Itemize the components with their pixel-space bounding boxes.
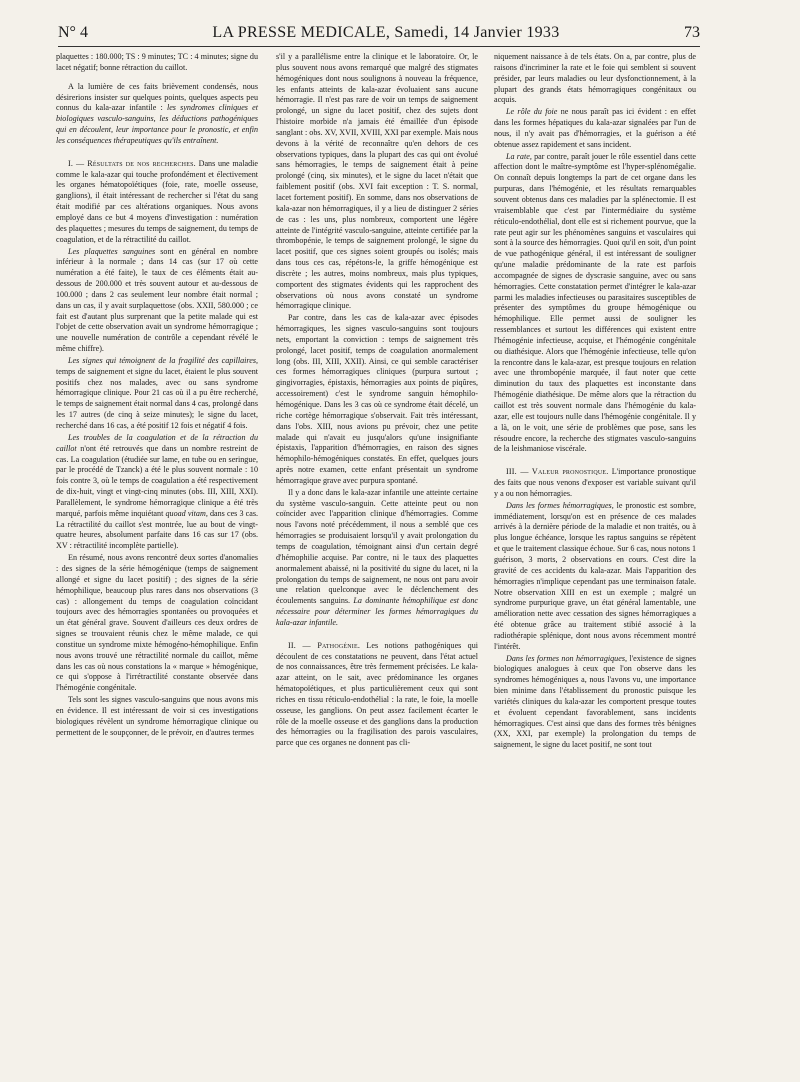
paragraph: Par contre, dans les cas de kala-azar avec épisodes hémorragiques, les signes vasculo-sanguins sont toujours nets, emportant la conviction : temps de saignement très prolongé, lacet positif, temps de coagulation anormalement long (obs. III, XIII, XXII). Ainsi, ce qui semble caractériser ces formes hémorragiques cliniques (purpura surtout ; gingivorragies, épistaxis, hémorragies aux points de piqûres, accessoirement) c'est le syndrome sanguin hémophilo-hémogénique. Dans les 3 cas où ce syndrome était décelé, un riche cortège hémorragique s'observait. Fait très intéressant, dans l'obs. XIII, nous avions pu prévoir, chez une petite malade qui n'avait eu jusqu'alors qu'une insignifiante épistaxis, l'apparition d'hémorragies, en raison des signes hémophilo-hémogéniques constatés. En effet, quelques jours après notre examen, cette enfant présentait un syndrome hémorragique grave avec purpura spontané. (276, 313, 478, 485)
paragraph: Il y a donc dans le kala-azar infantile une atteinte certaine du système vasculo-sanguin. Cette atteinte peut ou non coïncider avec l'apparition clinique d'hémorragies. Comme nous l'avons noté précédemment, il nous a semblé que ces hémorragies se produisaient lorsqu'il y avait prolongation du temps de coagulation, témoignant ainsi d'un certain degré d'hémophilie acquise. Par contre, ni le taux des plaquettes anormalement abaissé, ni la positivité du signe du lacet, ni la prolongation du temps de saignement, ne nous ont paru avoir une relation quelconque avec le déclenchement des écoulements sanguins. La dominante hémophilique est donc nécessaire pour déterminer les formes hémorragiques du kala-azar infantile. (276, 487, 478, 627)
issue-number: N° 4 (58, 24, 88, 41)
paragraph: En résumé, nous avons rencontré deux sortes d'anomalies : des signes de la série hémogénique (temps de saignement allongé et signe du lacet positif) ; des signes de la série hémophilique, beaucoup plus rares dans nos observations (3 cas) : allongement du temps de coagulation coïncidant toujours avec des hémorragies spontanées ou provoquées et un état général grave. Souvent d'ailleurs ces deux ordres de signes se trouvaient réunis chez le même malade, ce qui constitue un syndrome mixte hémogéno-hémophilique. Enfin nous avons trouvé une rétractilité normale du caillot, même dans les cas où nous constations la « marque » hémogénique, ce qui s'oppose à l'irrétractilité constante observée dans l'hémogénie congénitale. (56, 553, 258, 693)
paragraph: niquement naissance à de tels états. On a, par contre, plus de raisons d'incriminer la rate et le foie qui semblent si souvent présider, par leurs maladies ou leur dysfonctionnement, à la plupart des grands états hémorragiques congénitaux ou acquis. (494, 52, 696, 105)
section-heading-pronostic: III. — Valeur pronostique. L'importance pronostique des faits que nous venons d'exposer est variable suivant qu'il y a ou non hémorragies. (494, 467, 696, 498)
paragraph: Les troubles de la coagulation et de la rétraction du caillot n'ont été retrouvés que dans un nombre restreint de cas. La coagulation (étudiée sur lame, en tube ou en seringue, par le procédé de Tzanck) a été le plus souvent normale : 10 fois contre 3, où le temps de coagulation a été respectivement de dix-huit, vingt et vingt-cinq minutes (obs. III, XIII, XXI). Parallèlement, le syndrome hémorragique clinique a été très marqué, parfois même inquiétant quoad vitam, dans ces 3 cas. La rétractilité du caillot s'est montrée, lue au bout de vingt-quatre heures, absolument parfaite dans 16 cas sur 17 (obs. XV : rétractilité incomplète partielle). (56, 432, 258, 551)
paragraph: Dans les formes non hémorragiques, l'existence de signes biologiques analogues à ceux que l'on observe dans les syndromes hémogéniques a, nous l'avons vu, une importance bien minime dans l'établissement du pronostic puisque les variétés cliniques du kala-azar les comportent presque toutes et évoluent cependant favorablement, sans incidents hémorragiques. C'est ainsi que dans des formes très bénignes (XX, XXI, par exemple) la prolongation du temps de saignement, le signe du lacet positif, ne sont tout (494, 653, 696, 750)
paragraph: Le rôle du foie ne nous paraît pas ici évident : en effet dans les formes hépatiques du kala-azar signalées par l'un de nous, il n'y avait pas d'hémorragies, et la guérison a été obtenue assez rapidement et sans incident. (494, 107, 697, 149)
paragraph: plaquettes : 180.000; TS : 9 minutes; TC : 4 minutes; signe du lacet négatif; bonne rétraction du caillot. (56, 52, 258, 72)
journal-title: LA PRESSE MEDICALE, Samedi, 14 Janvier 1933 (212, 24, 560, 41)
paragraph: Tels sont les signes vasculo-sanguins que nous avons mis en évidence. Il est intéressant de voir si ces investigations biologiques révèlent un syndrome hémorragique clinique ou permettent de le soupçonner, de le prévoir, en d'autres termes (56, 695, 258, 737)
section-heading-pathogenie: II. — Pathogénie. Les notions pathogéniques qui découlent de ces constatations ne peuvent, dans l'état actuel de nos connaissances, être très fermement précisées. Le kala-azar atteint, on le sait, avec prédominance les organes hématopoïétiques, et plus particulièrement ceux qui sont riches en tissu réticulo-endothélial : la rate, le foie, la moelle osseuse, les ganglions. On peut assez facilement écarter le rôle de la moelle osseuse et des ganglions dans la production des hémorragies ou la fragilisation des parois vasculaires, parce que ces organes ne donnent pas cli- (276, 640, 478, 748)
paragraph: s'il y a parallélisme entre la clinique et le laboratoire. Or, le plus souvent nous avons remarqué que malgré des stigmates hémogéniques dont nous soulignons à nouveau la fréquence, les enfants atteints de kala-azar évoluaient sans aucune hémorragie. Il n'est pas rare de voir un temps de saignement prolongé, un signe du lacet positif, chez des sujets dont l'histoire morbide n'a jamais été émaillée d'un épisode sanglant : obs. XV, XVII, XVIII, XXI par exemple. Mais nous devons à la vérité de reconnaître qu'en dehors de ces observations typiques, dans la plupart des cas qui ont évolué sans hémorragies, le temps de saignement était à peine prolongé (cinq, six minutes), et le signe du lacet n'était que faiblement positif (obs. XVI fait exception : T. S. normal, lacet fortement positif). En somme, dans nos observations de kala-azar non hémorragiques, il y a lieu de distinguer 2 séries de cas : les uns, plus nombreux, comportent une légère atteinte de l'intégrité vasculo-sanguine, atteinte certifiée par la thrombopénie, le temps de saignement prolongé, le signe du lacet positif, que ces signes soient groupés ou isolés; mais dans tous ces cas, répétons-le, la griffe hémogénique est discrète ; les autres, moins nombreux, mais plus typiques, comportent des stigmates évidents qui les rapprochent des observations où nous avons constaté un syndrome hémorragique clinique. (276, 52, 478, 311)
paragraph: Les signes qui témoignent de la fragilité des capillaires, temps de saignement et signe du lacet, étaient le plus souvent positifs chez nos malades, avec ou sans syndrome hémorragique clinique. Pour 21 cas où il a pu être recherché, le temps de saignement était normal dans 4 cas, prolongé dans les 17 autres (de cinq à seize minutes); le signe du lacet, recherché dans 16 cas, a été positif 12 fois et négatif 4 fois. (56, 355, 258, 430)
text-column-1 (56, 52, 258, 739)
page-number: 73 (683, 24, 700, 41)
paragraph: A la lumière de ces faits brièvement condensés, nous désirerions insister sur quelques points, quelques aspects peu connus du kala-azar infantile : les syndromes cliniques et biologiques vasculo-sanguins, les déductions pathogéniques qui en découlent, leur importance pour le pronostic, et enfin les conséquences thérapeutiques qu'ils entraînent. (56, 81, 258, 145)
text-column-2 (276, 52, 478, 750)
paragraph: Dans les formes hémorragiques, le pronostic est sombre, immédiatement, lorsqu'on est en présence de ces malades arrivés à la dernière période de la maladie et non traités, ou à plus longue échéance, lorsque les raptus sanguins se répètent et que le traitement classique échoue. Sur 6 cas, nous notons 1 guérison, 3 morts, 2 observations en cours. C'est dire la gravité de ces accidents du kala-azar. Mais l'apparition des hémorragies n'implique cependant pas une terminaison fatale. Notre observation XIII en est un exemple ; malgré un syndrome purpurique grave, un état général lamentable, une amélioration nette avec cessation des signes hémorragiques a été obtenue grâce au traitement stibié associé à la radiothérapie splénique, dont nous avons récemment montré l'intérêt. (494, 500, 697, 651)
section-heading-results: I. — Résultats de nos recherches. Dans une maladie comme le kala-azar qui touche profondément et électivement les organes hématopoïétiques (foie, rate, moelle osseuse, ganglions), il était intéressant de rechercher si l'état du sang était modifié par ces altérations organiques. Nous avons employé dans ce but 4 moyens d'investigation : numération des plaquettes ; mesures du temps de saignement, du temps de coagulation, et de la rétractilité du caillot. (56, 158, 259, 244)
paragraph: Les plaquettes sanguines sont en général en nombre inférieur à la normale ; dans 14 cas (sur 17 où cette numération a été faite), le taux de ces éléments était au-dessous de 200.000 et très souvent autour et au-dessous de 100.000 ; dans 2 cas seulement leur nombre était normal ; dans un cas, il y avait surplaquettose (obs. XXII, 580.000 ; ce fait est d'autant plus surprenant que la petite malade qui est l'objet de cette observation avait un syndrome hémorragique ; une nouvelle numération de contrôle a cependant révélé le même chiffre). (56, 246, 259, 354)
paragraph: La rate, par contre, paraît jouer le rôle essentiel dans cette affection dont le maître-symptôme est l'hyper-splénomégalie. On connaît depuis longtemps la part de cet organe dans les purpuras, dans l'hémogénie, et les résultats remarquables souvent obtenus dans ces maladies par la splénectomie. Il est vraisemblable que c'est par l'intermédiaire du système réticulo-endothélial, dont elle est si richement pourvue, que la rate peut agir sur les phénomènes sanguins et vasculaires qui sont à la source des hémorragies. Quoi qu'il en soit, d'un point de vue pathogénique général, il est intéressant de souligner qu'une maladie prédominante de la rate est parfois accompagnée de signes de dyscrasie sanguine, avec ou sans hémorragies. Cette constatation permet d'intégrer le kala-azar parmi les maladies infectieuses ou parasitaires susceptibles de présenter des symptômes du groupe hémogénique ou hémophilique. Elle permet aussi de souligner les ressemblances et surtout les différences qui existent entre l'hémogénie infectieuse, acquise, et l'hémogénie congénitale ou diathésique. Alors que l'hémogénie infectieuse, telle qu'on la rencontre dans le kala-azar, est presque toujours en relation avec une thrombopénie marquée, il faut noter que cette diminution du taux des plaquettes est inconstante dans l'hémogénie diathésique. De même alors que la rétraction du caillot est très souvent normale dans l'hémogénie du kala-azar, elle est toujours nulle dans l'hémogénie congénitale. Il y a là, on le voit, une série de problèmes que pose, sans les résoudre encore, la recherche des stigmates vasculo-sanguins de la leishmaniose viscérale. (494, 151, 696, 454)
page-header (58, 20, 700, 47)
text-column-3 (494, 52, 696, 752)
